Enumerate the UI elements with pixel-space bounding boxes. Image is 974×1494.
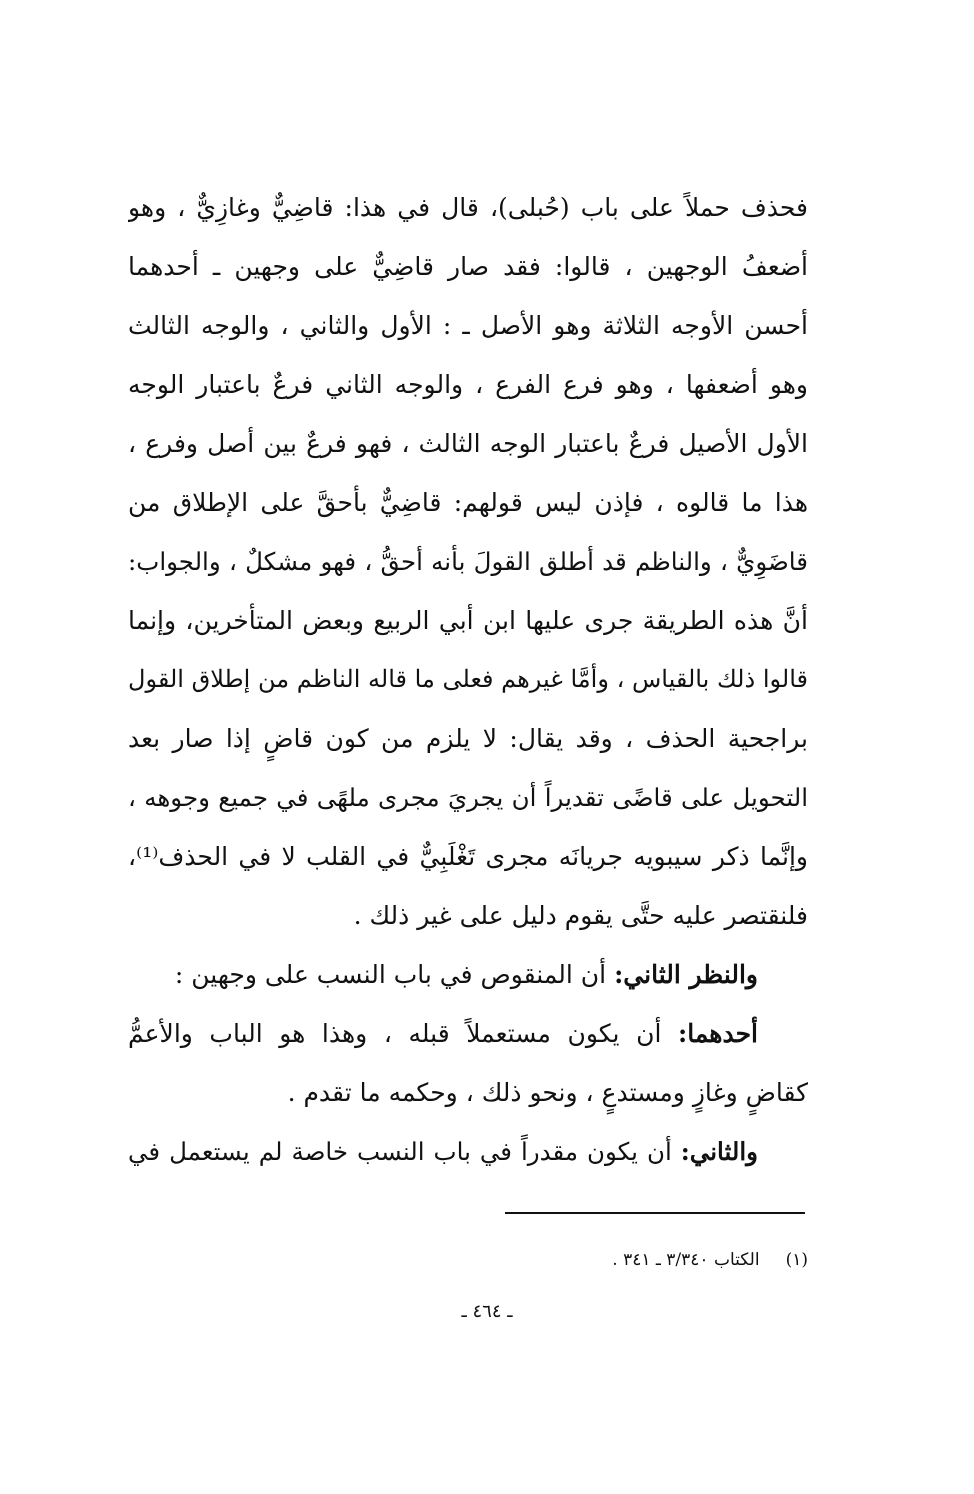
- text-line: قالوا ذلك بالقياس ، وأمَّا غيرهم فعلى ما قاله الناظم من إطلاق القول: [128, 665, 808, 693]
- second-case-lead: والثاني:: [680, 1137, 758, 1166]
- text-line: فحذف حملاً على باب (حُبلى)، قال في هذا: قاضِيٌّ وغازِيٌّ ، وهو: [128, 193, 808, 222]
- first-case-paragraph: [128, 1004, 808, 1063]
- first-case-continuation: كقاضٍ وغازٍ ومستدعٍ ، ونحو ذلك ، وحكمه ما تقدم .: [287, 1078, 808, 1107]
- first-case-lead: أحدهما:: [678, 1019, 759, 1048]
- footnote-separator: [505, 1212, 805, 1214]
- text-line: أحسن الأوجه الثلاثة وهو الأصل ـ : الأول والثاني ، والوجه الثالث: [128, 311, 808, 340]
- second-case-text: أن يكون مقدراً في باب النسب خاصة لم يستعمل في: [128, 1137, 672, 1166]
- text-line: وإنَّما ذكر سيبويه جريانَه مجرى تَغْلَبِيٌّ في القلب لا في الحذف⁽¹⁾،: [128, 842, 808, 871]
- text-line: هذا ما قالوه ، فإذن ليس قولهم: قاضِيٌّ بأحقَّ على الإطلاق من: [128, 488, 808, 517]
- second-view-text: أن المنقوص في باب النسب على وجهين :: [174, 960, 607, 989]
- footnote: [408, 1246, 808, 1274]
- second-view-lead: والنظر الثاني:: [614, 960, 758, 989]
- text-line: أضعفُ الوجهين ، قالوا: فقد صار قاضِيٌّ على وجهين ـ أحدهما: [128, 252, 808, 281]
- text-line: قاضَوِيٌّ ، والناظم قد أطلق القولَ بأنه أحقُّ ، فهو مشكلٌ ، والجواب:: [128, 547, 808, 576]
- second-view-paragraph: [128, 945, 808, 1004]
- page-number: ـ ٤٦٤ ـ: [461, 1301, 513, 1322]
- footnote-text: الكتاب ٣/٣٤٠ ـ ٣٤١ .: [612, 1250, 760, 1270]
- text-line: التحويل على قاضًى تقديراً أن يجريَ مجرى ملهًى في جميع وجوهه ،: [128, 783, 808, 812]
- text-line: فلنقتصر عليه حتَّى يقوم دليل على غير ذلك .: [353, 901, 808, 930]
- text-line: الأول الأصيل فرعٌ باعتبار الوجه الثالث ، فهو فرعٌ بين أصل وفرع ،: [128, 429, 808, 458]
- text-line: براجحية الحذف ، وقد يقال: لا يلزم من كون قاضٍ إذا صار بعد: [128, 724, 808, 753]
- text-line: أنَّ هذه الطريقة جرى عليها ابن أبي الربيع وبعض المتأخرين، وإنما: [128, 606, 808, 635]
- second-case-paragraph: [128, 1122, 808, 1181]
- first-case-text: أن يكون مستعملاً قبله ، وهذا هو الباب والأعمُّ: [128, 1019, 662, 1048]
- main-text: [128, 178, 808, 1181]
- footnote-number: (١): [785, 1250, 808, 1270]
- text-line: وهو أضعفها ، وهو فرع الفرع ، والوجه الثاني فرعٌ باعتبار الوجه: [128, 370, 808, 399]
